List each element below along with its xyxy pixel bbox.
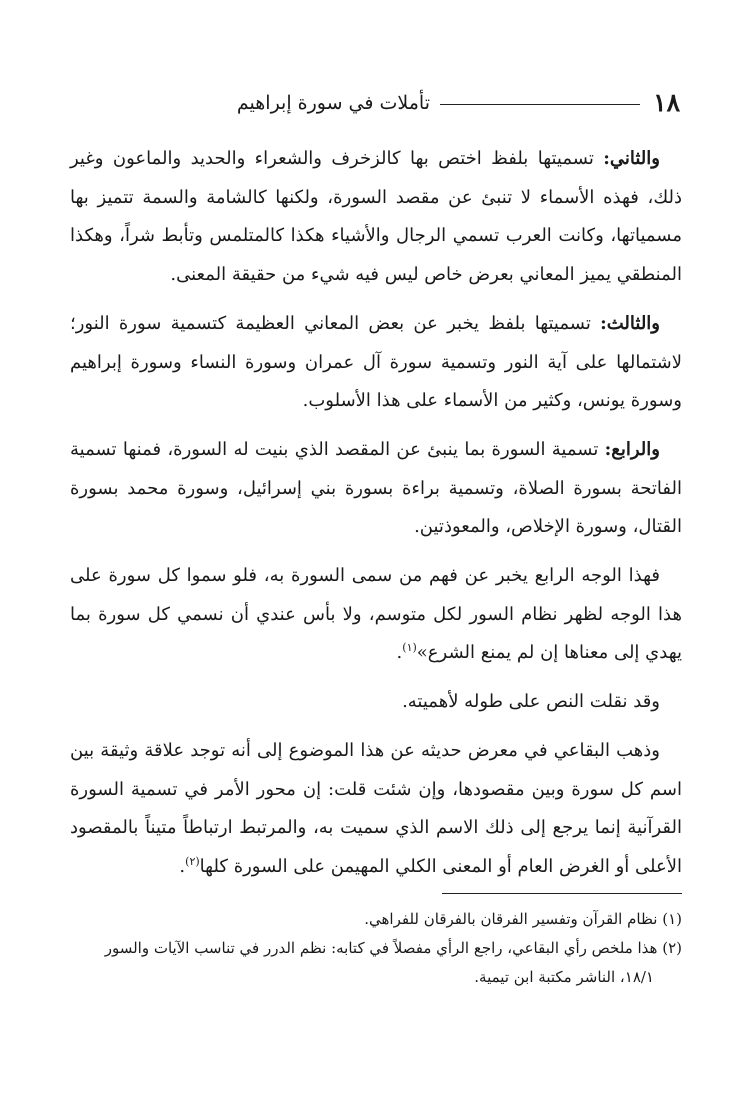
header-rule <box>440 104 640 105</box>
footnote-1: (١) نظام القرآن وتفسير الفرقان بالفرقان للفراهي. <box>364 910 682 928</box>
body-text <box>70 140 682 897</box>
paragraph-text: تسميتها بلفظ يخبر عن بعض المعاني العظيمة كتسمية سورة النور؛ لاشتمالها على آية النور وتسمية سورة آل عمران وسورة النساء وسورة إبراهيم وسورة يونس، وكثير من الأسماء على هذا الأسلوب. <box>70 312 682 412</box>
paragraph-second-type <box>70 140 682 295</box>
paragraph-lead: والثاني: <box>603 148 660 169</box>
footnote-ref-2[interactable]: (٢) <box>185 854 200 868</box>
page-number: ١٨ <box>653 88 680 117</box>
paragraph-text: وذهب البقاعي في معرض حديثه عن هذا الموضوع إلى أنه توجد علاقة وثيقة بين اسم كل سورة وبين مقصودها، وإن شئت قلت: إن محور الأمر في تسمية السورة القرآنية إنما يرجع إلى ذلك الاسم الذي سميت به، والمرتبط ارتباطاً متيناً بالمقصود الأعلى أو الغرض العام أو المعنى الكلي المهيمن على السورة كلها <box>70 739 682 877</box>
footnote-2: (٢) هذا ملخص رأي البقاعي، راجع الرأي مفصلاً في كتابه: نظم الدرر في تناسب الآيات والسور <box>104 939 682 957</box>
paragraph-end: . <box>396 642 403 664</box>
book-title: تأملات في سورة إبراهيم <box>236 92 430 114</box>
footnote-ref-1[interactable]: (١) <box>402 641 417 655</box>
footnote-separator <box>442 893 682 894</box>
paragraph-note <box>70 683 682 722</box>
paragraph-third-type <box>70 305 682 421</box>
paragraph-text: تسمية السورة بما ينبئ عن المقصد الذي بنيت له السورة، فمنها تسمية الفاتحة بسورة الصلاة، وتسمية براءة بسورة بني إسرائيل، وسورة محمد بسورة القتال، وسورة الإخلاص، والمعوذتين. <box>70 438 682 538</box>
paragraph-text: تسميتها بلفظ اختص بها كالزخرف والشعراء والحديد والماعون وغير ذلك، فهذه الأسماء لا تنبئ عن مقصد السورة، ولكنها كالشامة والسمة تتميز بها مسمياتها، وكانت العرب تسمي الرجال والأشياء هكذا كالمتلمس وتأبط شراً، وهكذا المنطقي يميز المعاني بعرض خاص ليس فيه شيء من حقيقة المعنى. <box>70 148 682 286</box>
paragraph-end: . <box>179 855 186 877</box>
paragraph-text: وقد نقلت النص على طوله لأهميته. <box>402 691 660 713</box>
paragraph-fourth-type <box>70 431 682 547</box>
paragraph-quote-end <box>70 557 682 673</box>
paragraph-lead: والرابع: <box>604 438 660 460</box>
footnotes <box>70 905 682 992</box>
running-header <box>78 86 680 126</box>
paragraph-lead: والثالث: <box>600 312 660 334</box>
paragraph-biqai <box>70 732 682 887</box>
paragraph-text: فهذا الوجه الرابع يخبر عن فهم من سمى السورة به، فلو سموا كل سورة على هذا الوجه لظهر نظام السور لكل متوسم، ولا بأس عندي أن نسمي كل سورة بما يهدي إلى معناها إن لم يمنع الشرع» <box>70 565 682 664</box>
footnote-2-continued: ١٨/١، الناشر مكتبة ابن تيمية. <box>474 968 654 986</box>
